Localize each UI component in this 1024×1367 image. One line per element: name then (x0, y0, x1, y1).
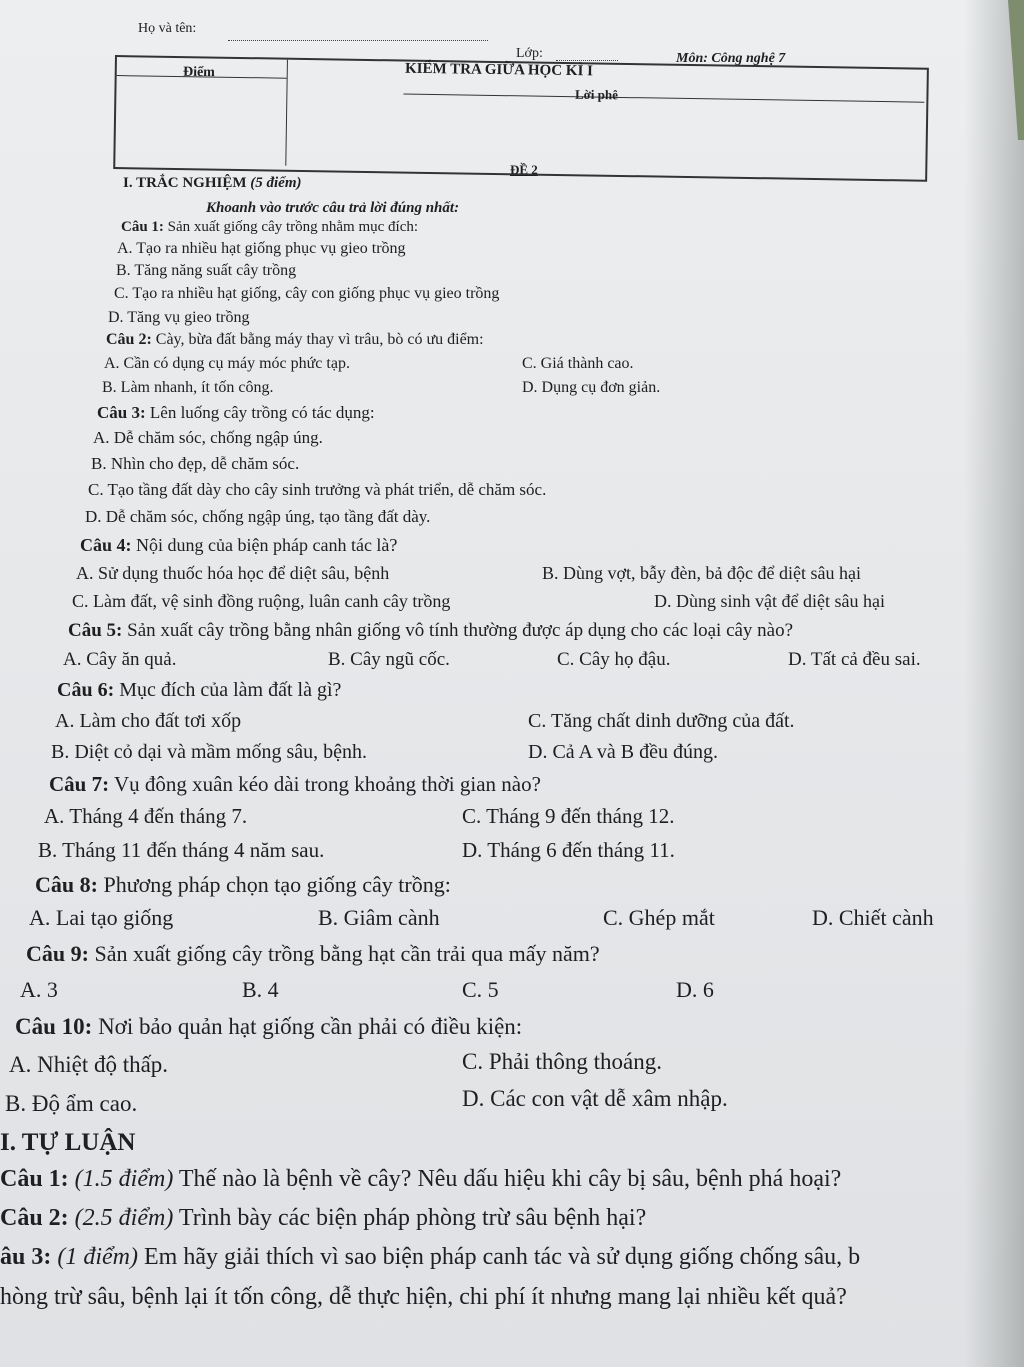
q8-option-c: C. Ghép mắt (603, 905, 715, 930)
q4-option-c: C. Làm đất, vệ sinh đồng ruộng, luân canh cây trồng (72, 591, 451, 611)
q7-option-a: A. Tháng 4 đến tháng 7. (44, 804, 248, 828)
q5-option-b: B. Cây ngũ cốc. (328, 649, 450, 670)
name-label: Họ và tên: (138, 21, 197, 36)
class-label: Lớp: (516, 46, 543, 61)
essay-question-3-continued: hòng trừ sâu, bệnh lại ít tốn công, dễ thực hiện, chi phí ít nhưng mang lại nhiều kết quả? (0, 1284, 847, 1310)
comment-row-line (403, 94, 924, 103)
exam-code: ĐỀ 2 (510, 162, 538, 177)
q1-option-d: D. Tăng vụ gieo trồng (108, 309, 250, 326)
q3-option-c: C. Tạo tầng đất dày cho cây sinh trưởng và phát triển, dễ chăm sóc. (88, 480, 547, 499)
part1-title: I. TRẮC NGHIỆM (5 điểm) (123, 175, 302, 191)
question-3: Câu 3: Lên luống cây trồng có tác dụng: (97, 403, 375, 422)
q7-option-c: C. Tháng 9 đến tháng 12. (462, 804, 675, 828)
question-9: Câu 9: Sản xuất giống cây trồng bằng hạt cần trải qua mấy năm? (26, 941, 600, 966)
q9-option-a: A. 3 (20, 977, 58, 1002)
q7-option-b: B. Tháng 11 đến tháng 4 năm sau. (38, 838, 325, 862)
comment-label: Lời phê (574, 86, 619, 103)
q1-option-a: A. Tạo ra nhiều hạt giống phục vụ gieo trồng (117, 240, 406, 257)
q2-option-b: B. Làm nhanh, ít tốn công. (102, 379, 274, 396)
part2-title: I. TỰ LUẬN (0, 1129, 136, 1156)
q9-option-c: C. 5 (462, 977, 499, 1002)
paper-edge-shadow (964, 0, 1024, 1367)
question-10: Câu 10: Nơi bảo quản hạt giống cần phải có điều kiện: (15, 1014, 523, 1039)
question-7: Câu 7: Vụ đông xuân kéo dài trong khoảng thời gian nào? (49, 772, 541, 796)
part1-instruction: Khoanh vào trước câu trả lời đúng nhất: (206, 200, 460, 216)
q5-option-c: C. Cây họ đậu. (557, 649, 671, 670)
essay-question-2: Câu 2: (2.5 điểm) Trình bày các biện pháp phòng trừ sâu bệnh hại? (0, 1205, 647, 1231)
q10-option-a: A. Nhiệt độ thấp. (9, 1052, 169, 1077)
q2-option-c: C. Giá thành cao. (522, 355, 634, 372)
q1-option-c: C. Tạo ra nhiều hạt giống, cây con giống phục vụ gieo trồng (114, 285, 500, 302)
q4-option-a: A. Sử dụng thuốc hóa học để diệt sâu, bệnh (76, 563, 390, 583)
q3-option-b: B. Nhìn cho đẹp, dễ chăm sóc. (91, 454, 300, 473)
subject-label: Môn: Công nghệ 7 (676, 51, 786, 66)
q8-option-b: B. Giâm cành (318, 905, 440, 930)
question-8: Câu 8: Phương pháp chọn tạo giống cây trồng: (35, 872, 451, 897)
q5-option-a: A. Cây ăn quả. (63, 649, 177, 670)
q8-option-d: D. Chiết cành (812, 905, 934, 930)
class-dotted-line (556, 60, 618, 61)
q2-option-a: A. Cần có dụng cụ máy móc phức tạp. (104, 355, 350, 372)
q6-option-d: D. Cả A và B đều đúng. (528, 741, 718, 763)
exam-title: KIỂM TRA GIỮA HỌC KÌ I (404, 60, 594, 80)
header-divider (285, 60, 288, 166)
question-4: Câu 4: Nội dung của biện pháp canh tác là? (80, 535, 398, 555)
q10-option-c: C. Phải thông thoáng. (462, 1049, 662, 1074)
question-6: Câu 6: Mục đích của làm đất là gì? (57, 679, 342, 701)
q10-option-b: B. Độ ẩm cao. (5, 1091, 138, 1116)
q5-option-d: D. Tất cả đều sai. (788, 649, 921, 670)
q9-option-d: D. 6 (676, 977, 714, 1002)
q7-option-d: D. Tháng 6 đến tháng 11. (462, 838, 675, 862)
name-dotted-line (228, 40, 488, 41)
q6-option-c: C. Tăng chất dinh dưỡng của đất. (528, 710, 795, 732)
q3-option-d: D. Dễ chăm sóc, chống ngập úng, tạo tầng đất dày. (85, 507, 431, 526)
q8-option-a: A. Lai tạo giống (29, 905, 174, 930)
q10-option-d: D. Các con vật dễ xâm nhập. (462, 1086, 728, 1111)
score-label: Điểm (182, 64, 216, 81)
q4-option-b: B. Dùng vợt, bẫy đèn, bả độc để diệt sâu hại (542, 563, 861, 583)
essay-question-3: âu 3: (1 điểm) Em hãy giải thích vì sao biện pháp canh tác và sử dụng giống chống sâu, b (0, 1244, 861, 1270)
essay-question-1: Câu 1: (1.5 điểm) Thế nào là bệnh về cây? Nêu dấu hiệu khi cây bị sâu, bệnh phá hoại? (0, 1166, 842, 1192)
question-5: Câu 5: Sản xuất cây trồng bằng nhân giống vô tính thường được áp dụng cho các loại cây nào? (68, 620, 794, 641)
question-1: Câu 1: Sản xuất giống cây trồng nhằm mục đích: (121, 219, 419, 235)
q6-option-a: A. Làm cho đất tơi xốp (55, 710, 242, 732)
q1-option-b: B. Tăng năng suất cây trồng (116, 262, 297, 279)
q3-option-a: A. Dễ chăm sóc, chống ngập úng. (93, 428, 323, 447)
q6-option-b: B. Diệt cỏ dại và mầm mống sâu, bệnh. (51, 741, 368, 763)
question-2: Câu 2: Cày, bừa đất bằng máy thay vì trâu, bò có ưu điểm: (106, 331, 484, 348)
q2-option-d: D. Dụng cụ đơn giản. (522, 379, 661, 396)
q9-option-b: B. 4 (242, 977, 279, 1002)
q4-option-d: D. Dùng sinh vật để diệt sâu hại (654, 591, 885, 611)
